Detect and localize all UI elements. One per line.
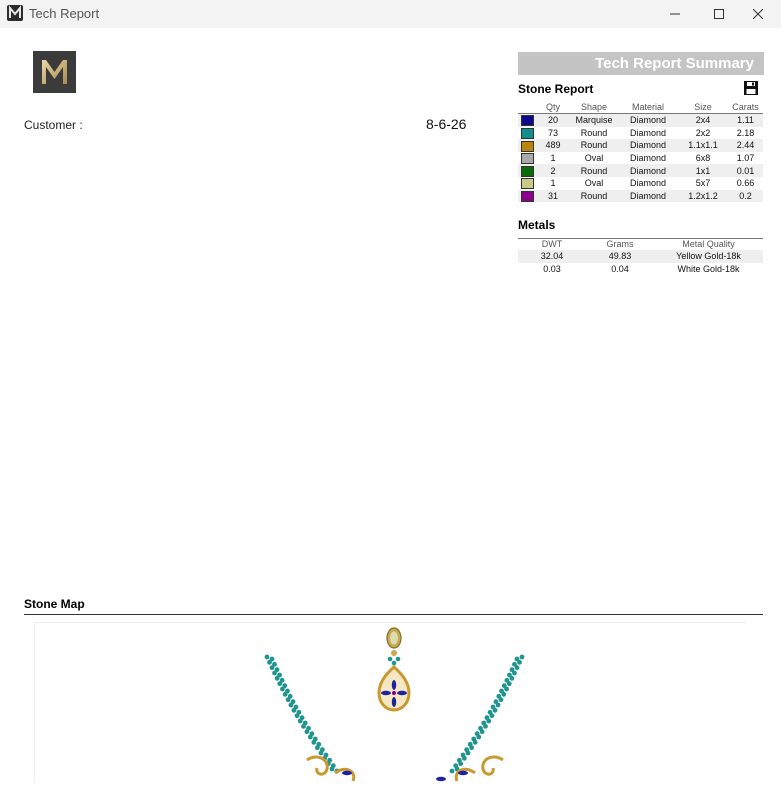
quality-cell: Yellow Gold-18k <box>654 250 763 263</box>
dwt-cell: 32.04 <box>518 250 586 263</box>
minimize-button[interactable] <box>652 0 698 28</box>
column-header: Size <box>678 102 728 114</box>
maximize-icon <box>714 9 724 19</box>
save-icon <box>743 80 759 96</box>
color-cell <box>518 114 536 127</box>
color-swatch <box>521 115 534 126</box>
carats-cell: 0.01 <box>728 164 763 177</box>
quality-cell: White Gold-18k <box>677 263 740 274</box>
qty-cell: 1 <box>550 153 556 164</box>
bead <box>501 692 506 697</box>
table-row <box>518 263 763 276</box>
bead <box>283 692 288 697</box>
column-header: Qty <box>536 102 570 114</box>
bead <box>277 681 282 686</box>
pendant <box>379 628 409 710</box>
report-date: 8-6-26 <box>426 116 467 132</box>
column-header: Shape <box>570 102 618 114</box>
size-cell: 1.1x1.1 <box>678 139 728 152</box>
bead <box>480 729 485 734</box>
material-cell: Diamond <box>629 153 667 164</box>
bead <box>304 729 309 734</box>
metals-table <box>518 238 763 275</box>
qty-cell: 489 <box>536 139 570 152</box>
close-button[interactable] <box>735 0 781 28</box>
qty-cell: 1 <box>550 178 556 189</box>
grams-cell: 0.04 <box>611 263 629 274</box>
color-cell <box>518 164 536 177</box>
bead <box>509 676 514 681</box>
bead <box>520 655 525 660</box>
carats-cell: 0.2 <box>728 190 763 203</box>
table-row <box>518 139 763 152</box>
table-row <box>518 152 763 165</box>
size-cell: 6x8 <box>695 153 711 164</box>
bead <box>473 740 478 745</box>
jewelry-render-image <box>35 623 747 782</box>
bead <box>466 751 471 756</box>
table-header-row <box>518 102 763 114</box>
company-logo <box>33 51 76 93</box>
app-icon <box>7 5 23 21</box>
color-cell <box>518 190 536 203</box>
color-swatch <box>521 141 534 152</box>
column-header: Metal Quality <box>654 239 763 251</box>
save-button[interactable] <box>743 80 759 96</box>
stone-map-canvas[interactable] <box>34 622 747 782</box>
table-header-row <box>518 239 763 251</box>
color-swatch <box>521 128 534 139</box>
carats-cell: 2.44 <box>728 139 763 152</box>
shape-cell: Round <box>570 190 618 203</box>
bead <box>286 697 291 702</box>
size-cell: 5x7 <box>695 178 711 189</box>
table-row <box>518 250 763 263</box>
color-swatch <box>521 166 534 177</box>
bead <box>311 740 316 745</box>
close-icon <box>753 9 763 19</box>
qty-cell: 73 <box>547 127 558 138</box>
table-row <box>518 164 763 177</box>
bead <box>469 745 474 750</box>
bead <box>515 665 520 670</box>
minimize-icon <box>670 9 680 19</box>
bead <box>450 769 455 774</box>
bead <box>265 655 270 660</box>
size-cell: 1x1 <box>678 164 728 177</box>
bead <box>301 724 306 729</box>
bead <box>308 735 313 740</box>
shape-cell: Marquise <box>570 114 618 127</box>
bead <box>298 719 303 724</box>
size-cell: 2x2 <box>695 127 711 138</box>
bead <box>292 708 297 713</box>
size-cell: 1.2x1.2 <box>678 190 728 203</box>
column-header: Material <box>618 102 678 114</box>
bead <box>270 665 275 670</box>
bead <box>462 756 467 761</box>
shape-cell: Round <box>570 164 618 177</box>
bead <box>496 703 501 708</box>
material-cell: Diamond <box>618 139 678 152</box>
window-title: Tech Report <box>29 6 100 21</box>
material-cell: Diamond <box>618 114 678 127</box>
table-row <box>518 190 763 203</box>
grams-cell: 49.83 <box>586 250 654 263</box>
material-cell: Diamond <box>629 178 667 189</box>
stone-report-title: Stone Report <box>518 82 594 96</box>
dwt-cell: 0.03 <box>543 263 561 274</box>
carats-cell: 1.07 <box>736 153 755 164</box>
carats-cell: 0.66 <box>736 178 755 189</box>
bead <box>490 713 495 718</box>
stone-report-table <box>518 102 763 202</box>
title-bar <box>0 0 781 28</box>
qty-cell: 2 <box>536 164 570 177</box>
color-cell <box>518 152 536 165</box>
bead <box>458 761 463 766</box>
shape-cell: Round <box>580 127 608 138</box>
table-row <box>518 114 763 127</box>
stone-map-title: Stone Map <box>24 597 85 611</box>
shape-cell: Oval <box>584 178 604 189</box>
bead <box>330 767 335 772</box>
color-swatch <box>521 178 534 189</box>
bead <box>267 660 272 665</box>
bead <box>486 719 491 724</box>
table-row <box>518 177 763 190</box>
bead <box>517 660 522 665</box>
bead <box>499 697 504 702</box>
bead <box>275 676 280 681</box>
material-cell: Diamond <box>629 127 667 138</box>
shape-cell: Round <box>570 139 618 152</box>
material-cell: Diamond <box>618 190 678 203</box>
metals-title: Metals <box>518 218 556 232</box>
column-header: Grams <box>586 239 654 251</box>
qty-cell: 31 <box>536 190 570 203</box>
material-cell: Diamond <box>618 164 678 177</box>
bead <box>483 724 488 729</box>
color-cell <box>518 139 536 152</box>
column-header: DWT <box>518 239 586 251</box>
customer-label: Customer : <box>24 118 83 132</box>
bead <box>280 687 285 692</box>
bead <box>507 681 512 686</box>
qty-cell: 20 <box>536 114 570 127</box>
size-cell: 2x4 <box>678 114 728 127</box>
summary-header: Tech Report Summary <box>518 52 764 75</box>
bead <box>272 671 277 676</box>
bead <box>476 735 481 740</box>
bead <box>315 745 320 750</box>
bead <box>493 708 498 713</box>
bead <box>504 687 509 692</box>
color-cell <box>518 127 536 140</box>
bead <box>289 703 294 708</box>
bead <box>295 713 300 718</box>
color-swatch <box>521 153 534 164</box>
color-column-header <box>518 102 536 114</box>
carats-cell: 2.18 <box>736 127 755 138</box>
stone-map-divider <box>24 614 763 615</box>
bead <box>512 671 517 676</box>
shape-cell: Oval <box>584 153 604 164</box>
color-swatch <box>521 191 534 202</box>
column-header: Carats <box>728 102 763 114</box>
color-cell <box>518 177 536 190</box>
carats-cell: 1.11 <box>728 114 763 127</box>
bead <box>319 751 324 756</box>
table-row <box>518 127 763 140</box>
